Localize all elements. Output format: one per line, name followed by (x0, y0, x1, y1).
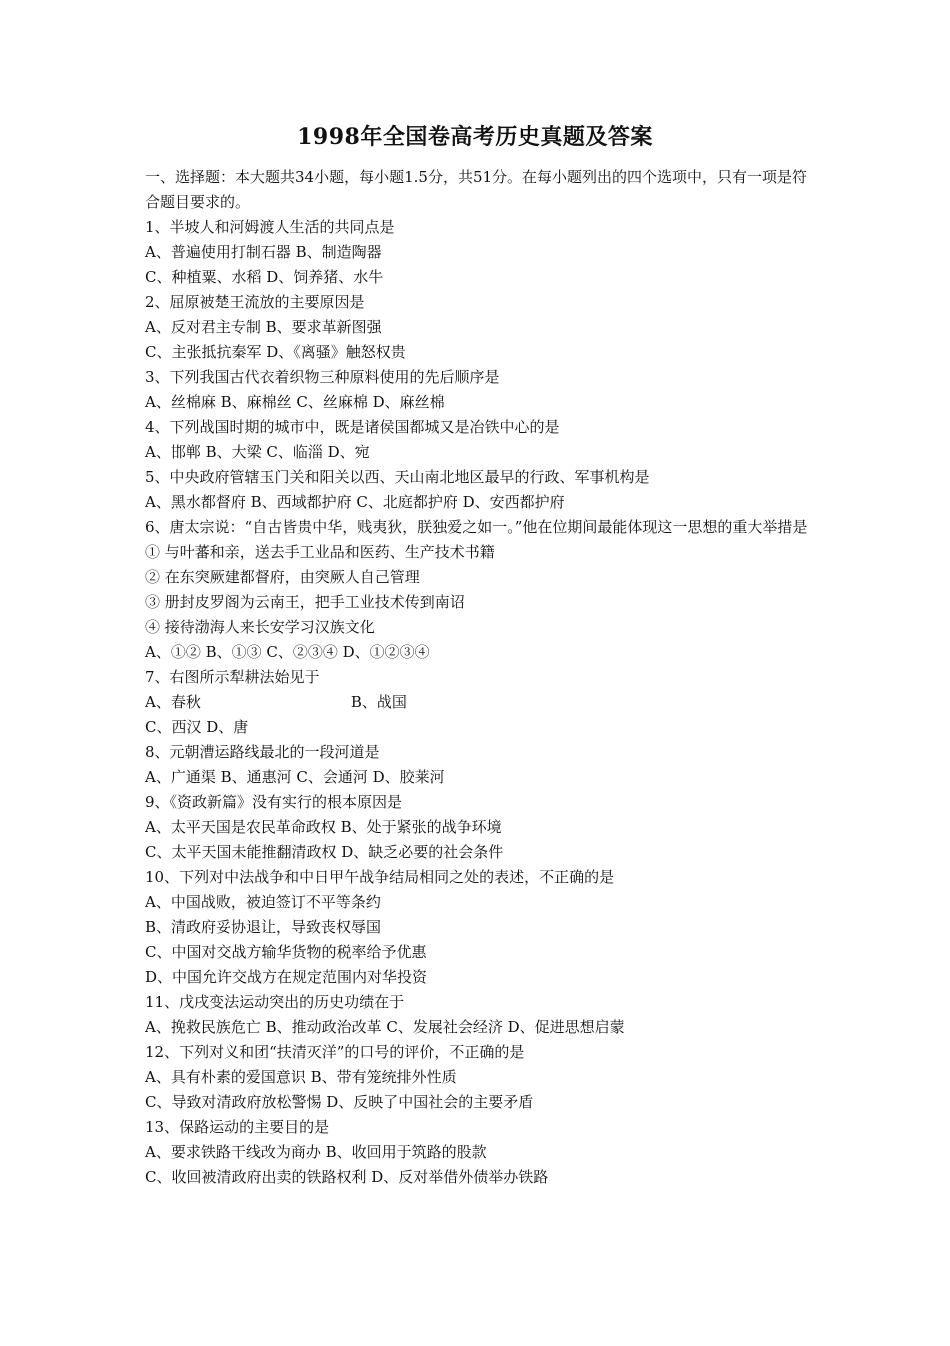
text-line: 3、下列我国古代衣着织物三种原料使用的先后顺序是 (145, 368, 500, 386)
text-line: A、要求铁路干线改为商办 B、收回用于筑路的股款 (145, 1143, 487, 1161)
text-line: A、①② B、①③ C、②③④ D、①②③④ (145, 643, 430, 661)
text-line: 2、屈原被楚王流放的主要原因是 (145, 293, 365, 311)
text-line: C、种植粟、水稻 D、饲养猪、水牛 (145, 268, 384, 286)
question-7-options-ab (145, 690, 815, 715)
text-line: A、中国战败，被迫签订不平等条约 (145, 893, 381, 911)
text-line: ① 与叶蕃和亲，送去手工业品和医药、生产技术书籍 (145, 543, 495, 561)
text-line: 10、下列对中法战争和中日甲午战争结局相同之处的表述，不正确的是 (145, 868, 615, 886)
text-line: 11、戊戌变法运动突出的历史功绩在于 (145, 993, 405, 1011)
section-intro: 一、选择题：本大题共34小题，每小题1.5分，共51分。在每小题列出的四个选项中，只有一项是符合题目要求的。 (145, 168, 808, 211)
text-line: D、中国允许交战方在规定范围内对华投资 (145, 968, 428, 986)
text-line: C、导致对清政府放松警惕 D、反映了中国社会的主要矛盾 (145, 1093, 534, 1111)
text-line: 1、半坡人和河姆渡人生活的共同点是 (145, 218, 395, 236)
text-line: C、西汉 D、唐 (145, 718, 249, 736)
text-line: C、主张抵抗秦军 D、《离骚》触怒权贵 (145, 343, 406, 361)
text-line: ② 在东突厥建都督府，由突厥人自己管理 (145, 568, 420, 586)
text-line: 12、下列对义和团“扶清灭洋”的口号的评价，不正确的是 (145, 1043, 525, 1061)
text-line: 13、保路运动的主要目的是 (145, 1118, 330, 1136)
text-line: 7、右图所示犁耕法始见于 (145, 668, 320, 686)
option-b: B、战国 (350, 693, 407, 711)
text-line: B、清政府妥协退让，导致丧权辱国 (145, 918, 382, 936)
text-line: A、反对君主专制 B、要求革新图强 (145, 318, 382, 336)
text-line: A、广通渠 B、通惠河 C、会通河 D、胶莱河 (145, 768, 445, 786)
text-line: A、挽救民族危亡 B、推动政治改革 C、发展社会经济 D、促进思想启蒙 (145, 1018, 625, 1036)
text-line: 4、下列战国时期的城市中，既是诸侯国都城又是冶铁中心的是 (145, 418, 560, 436)
text-line: 8、元朝漕运路线最北的一段河道是 (145, 743, 380, 761)
text-line: A、太平天国是农民革命政权 B、处于紧张的战争环境 (145, 818, 502, 836)
exam-content (145, 165, 815, 1190)
text-line: C、中国对交战方输华货物的税率给予优惠 (145, 943, 427, 961)
text-line: A、丝棉麻 B、麻棉丝 C、丝麻棉 D、麻丝棉 (145, 393, 445, 411)
text-line: 9、《资政新篇》没有实行的根本原因是 (145, 793, 403, 811)
text-line: A、具有朴素的爱国意识 B、带有笼统排外性质 (145, 1068, 457, 1086)
text-line: A、黑水都督府 B、西域都护府 C、北庭都护府 D、安西都护府 (145, 493, 565, 511)
text-line: ④ 接待渤海人来长安学习汉族文化 (145, 618, 375, 636)
text-line: A、邯郸 B、大梁 C、临淄 D、宛 (145, 443, 370, 461)
text-line: C、太平天国未能推翻清政权 D、缺乏必要的社会条件 (145, 843, 504, 861)
page-title: 1998年全国卷高考历史真题及答案 (297, 124, 653, 150)
text-line: C、收回被清政府出卖的铁路权利 D、反对举借外债举办铁路 (145, 1168, 549, 1186)
text-line: A、普遍使用打制石器 B、制造陶器 (145, 243, 382, 261)
text-line: ③ 册封皮罗阁为云南王，把手工业技术传到南诏 (145, 593, 465, 611)
question-6-stem: 6、唐太宗说：“自古皆贵中华，贱夷狄，朕独爱之如一。”他在位期间最能体现这一思想的重大举措是 (145, 518, 808, 536)
text-line: 5、中央政府管辖玉门关和阳关以西、天山南北地区最早的行政、军事机构是 (145, 468, 650, 486)
option-a: A、春秋 (145, 693, 201, 711)
